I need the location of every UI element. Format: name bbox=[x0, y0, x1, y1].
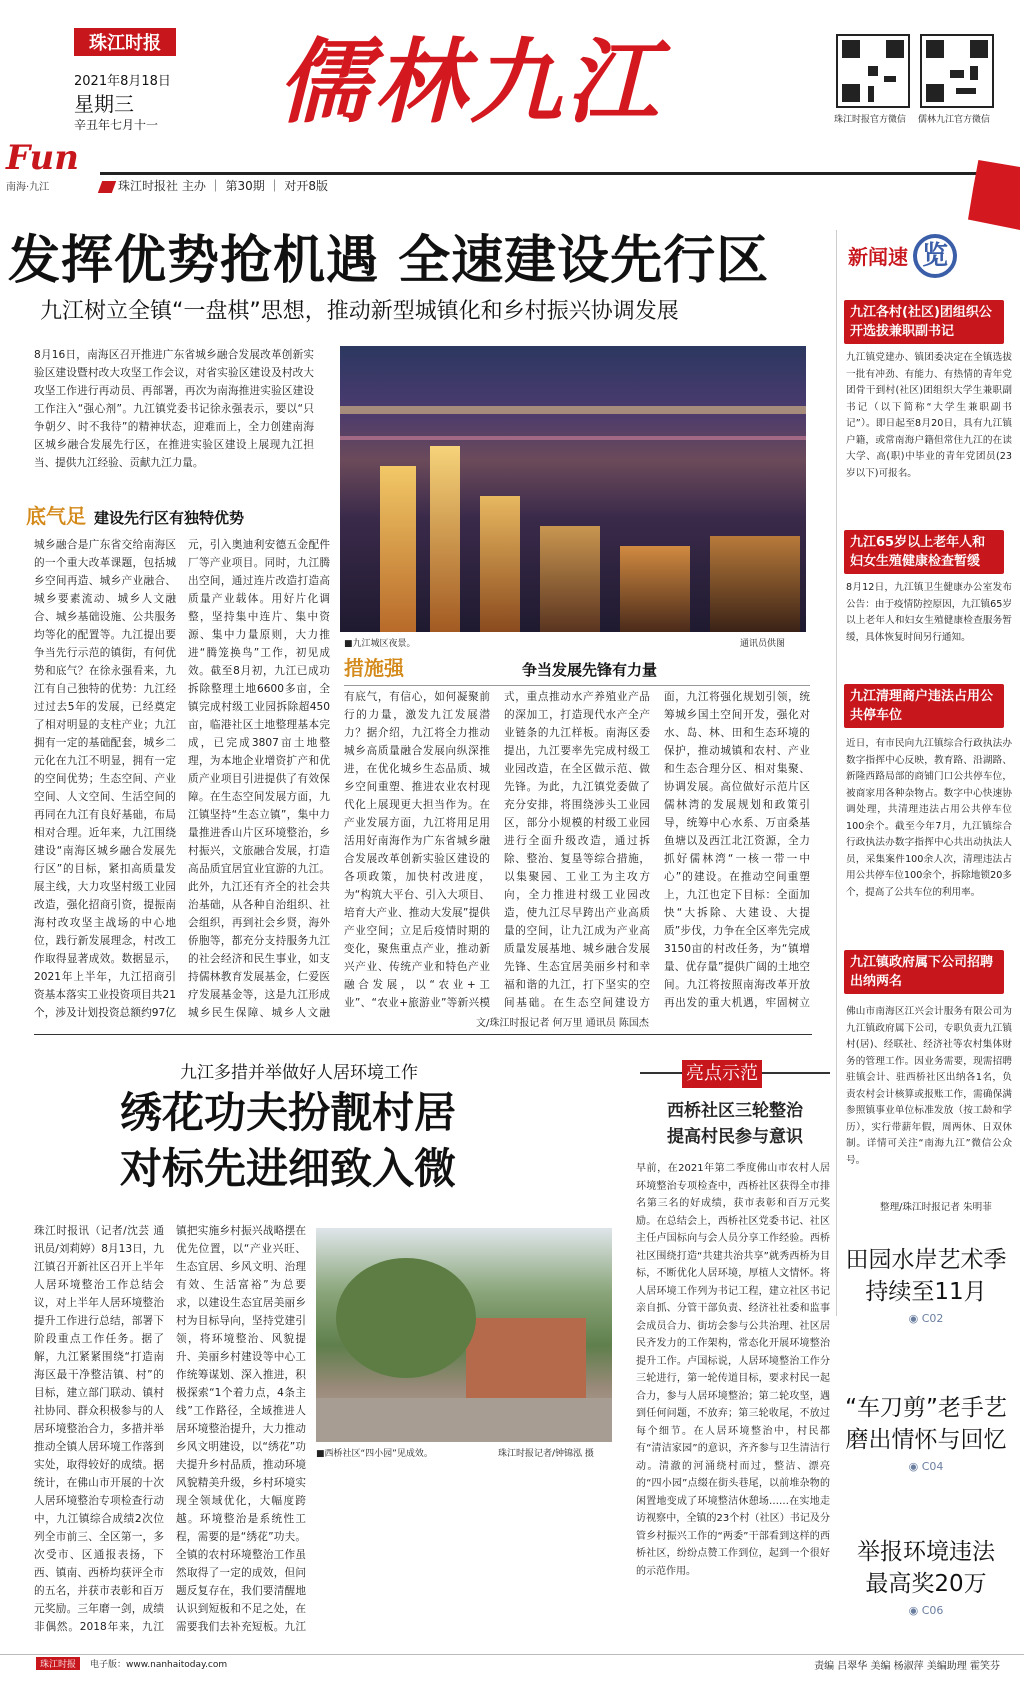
news-brief-word: 新闻速 bbox=[848, 245, 908, 269]
highlight-title bbox=[640, 1098, 830, 1150]
promo-title-line2: 最高奖20万 bbox=[865, 1571, 987, 1597]
promo-title-line1: 田园水岸艺术季 bbox=[845, 1247, 1007, 1273]
section1-keyword: 底气足 bbox=[26, 504, 86, 528]
second-text-col1: 珠江时报讯（记者/沈芸 通讯员/刘莉婷）8月13日，九江镇召开新社区召开上半年人居环境整治工作总结会议，对上半年人居环境整治提升工作进行总结，部署下阶段重点工作任务。据了解，九江紧紧围绕“打造南海区最干净整洁镇、村”的目标，建立部门联动、镇村社协同、群众积极参与的人居环境整治合力，多措并举推动全镇人居环境工作落到实处，取得较好的成绩。据统计，在佛山市开展的十次人居环境整治专项检查行动中，九江镇综合成绩2次位列全市前三、全区第一，多次受市、区通报表扬，下西、镇南、西桥均获评全市的五名，并获市表彰和百万元奖励。三年磨一剑，成绩非偶然。2018年来，九江镇把实施乡村振兴战略摆在优先位置，以“产业兴旺、生态宜居、乡风文明、治理有效、生活富裕”为总要求，以建设生态宜居美丽乡村为目标导向，坚持党建引领，将环境整治、风貌提升、美丽乡村建设等中心工作统筹谋划、深入推进，积极探索“1个着力点，4条主线”工作路径，全域推进人居环境整治提升，大力推动乡风文明建设，以“绣花”功夫提升乡村品质，推动环境风貌精美升级，乡村环境实现全领域优化，大幅度跨越。环境整治是系统性工程，需要的是“绣花”功夫。全镇的农村环境整治工作虽然取得了一定的成效，但问题反复存在，我们要清醒地认识到短板和不足之处，在需要我们去补充短板。九江 bbox=[34, 1225, 306, 1633]
promo-c02[interactable] bbox=[836, 1244, 1016, 1325]
qr-code-icon[interactable] bbox=[836, 34, 910, 108]
sidebar-item-text: 8月12日，九江镇卫生健康办公室发布公告：由于疫情防控原因，九江镇65岁以上老年人和妇女生殖健康检查服务暂缓，具体恢复时间另行通知。 bbox=[846, 582, 1012, 643]
lead-byline: 文/珠江时报记者 何万里 通讯员 陈国杰 bbox=[476, 1018, 649, 1029]
second-kicker: 九江多措并举做好人居环境工作 bbox=[180, 1063, 418, 1083]
sidebar-byline: 整理/珠江时报记者 朱明菲 bbox=[880, 1202, 992, 1213]
highlight-title-line1: 西桥社区三轮整治 bbox=[667, 1101, 803, 1121]
highlight-text: 早前，在2021年第二季度佛山市农村人居环境整治专项检查中，西桥社区获得全市排名第三名的好成绩，获市表彰和百万元奖励。在总结会上，西桥社区党委书记、社区主任卢国标向与会人员分享工作经验。西桥社区围绕打造“共建共治共享”就秀西桥为目标，不断优化人居环境，厚植人文情怀。将人居环境工作列为书记工程，建立社区书记亲自抓、分管干部负责、经济社社委和监事会成员合力、街坊会参与公共治理、社区居民齐发力的工作架构，常态化开展环境整治提升工作。卢国标说，人居环境整治工作分三轮进行，第一轮传道目标，要求村民一起合力，参与人居环境整治；第二轮攻坚，遇到任何问题，不放弃；第三轮收尾，不放过每个细节。在人居环境整治中，村民都有“清洁家园”的意识，齐齐参与卫生清洁行动。清澈的河涌绕村而过，整洁、漂亮的“四小园”点缀在街头巷尾，以前堆杂物的闲置地变成了环境整洁休憩场……在实地走访视察中，全镇的23个村（社区）书记及分管乡村振兴工作的“两委”干部看到这样的西桥社区，纷纷点赞工作到位，起到一个很好的示范作用。 bbox=[636, 1163, 830, 1577]
paper-logo: 珠江时报 bbox=[74, 28, 176, 56]
page-ref[interactable]: ◉ C02 bbox=[908, 1312, 944, 1325]
footer-credits: 责编 吕翠华 美编 杨淑萍 美编助理 霍笑芬 bbox=[814, 1661, 1000, 1672]
section1-head bbox=[26, 500, 316, 529]
village-photo bbox=[316, 1228, 612, 1442]
sidebar-item-title[interactable]: 九江65岁以上老年人和妇女生殖健康检查暂缓 bbox=[844, 530, 1004, 574]
promo-title-line1: 举报环境违法 bbox=[857, 1539, 995, 1565]
qr-label-1: 珠江时报官方微信 bbox=[834, 115, 907, 125]
sidebar-item-text: 佛山市南海区江兴会计服务有限公司为九江镇政府属下公司，专职负责九江镇村(居)、经联社、经济社等农村集体财务的管理工作。因业务需要，现需招聘驻镇会计、驻西桥社区出纳各1名，负责农村会计核算或报账工作，需确保满参照镇事业单位标准发放（按工龄和学历），实行带薪年假，周两休、日双休制。详情可关注“南海九江”微信公众号。 bbox=[846, 1006, 1012, 1166]
sidebar-item-text: 近日，有市民向九江镇综合行政执法办数字指挥中心反映，教育路、沿湖路、新隆西路局部的商铺门口公共停车位，被商家用各种杂物占。数字中心快速协调处理，共清理违法占用公共停车位100余个。截至今年7月，九江镇综合行政执法办数字指挥中心共出动执法人员，采集案件100余人次，清理违法占用公共停车位100余个，拆除地锁20多个，提高了公共车位的利用率。 bbox=[846, 738, 1012, 898]
second-title-line1: 绣花功夫扮靓村居 bbox=[120, 1088, 457, 1137]
photo2-credit: 珠江时报记者/钟锦泓 摄 bbox=[498, 1449, 594, 1459]
section1-text: 城乡融合是广东省交给南海区的一个重大改革课题，包括城乡空间再造、城乡产业融合、城乡要素流动、城乡人文融合、城乡基础设施、公共服务均等化的配置等。九江提出要争当先行示范的镇街，有何优势和底气？在徐永强看来，九江有自己独特的优势：九江经过过去5年的发展，已经奠定了相对明显的支柱产业；九江拥有一定的基础配套，城乡二元化在九江不明显，拥有一定的空间优势；生态空间、产业空间、人文空间、生活空间的再同在九江有良好基础，布局相对合理。近年来，九江围绕建设“南海区城乡融合发展先行区”的目标，紧扣高质量发展主线，大力攻坚村级工业园改造，强化招商引资，提振南海村改攻坚主战场的中心地位，践行新发展理念，村改工作取得显著成效。数据显示，2021年上半年，九江招商引资基本落实工业投资项目共21个，涉及计划投资总额约97亿元，引入奥迪利安德五金配件厂等产业项目。同时，九江腾出空间，通过连片改造打造高质量产业载体。用好片化调整，坚持集中连片、集中资源、集中力量原则，大力推进“腾笼换鸟”工作，初见成效。截至8月初，九江已成功拆除整理土地6600多亩，全镇完成村级工业园拆除超450亩，临港社区土地整理基本完成，已完成3807亩土地整理，为本地企业增资扩产和优质产业项目引进提供了有效保障。在生态空间发展方面，九江镇坚持“生态立镇”，集中力量推进香山片区环境整治，乡村振兴，文旅融合发展，打造高品质宜居宜业宜游的九江。此外，九江还有齐全的社会共治基础，从各种自治组织、社会组织，再到社会乡贤，海外侨胞等，都充分支持服务九江的社会经济和民生事业，如支持儒林教育发展基金，仁爱医疗发展基金等，这是九江形成城乡民生保障、城乡人文融 bbox=[34, 539, 330, 1019]
section2-keyword: 措施强 bbox=[344, 656, 404, 680]
lead-intro: 8月16日，南海区召开推进广东省城乡融合发展改革创新实验区建设暨村改大攻坚工作会议，对省实验区建设及村改大攻坚工作进行再动员、再部署，再次为南海推进实验区建设工作注入“强心剂”。九江镇党委书记徐永强表示，要以“只争朝夕、时不我待”的精神状态，迎难而上，全力创建南海区城乡融合发展先行区，在推进实验区建设上展现九江担当、提供九江经验、贡献九江力量。 bbox=[34, 349, 314, 469]
promo-title-line1: “车刀剪”老手艺 bbox=[845, 1395, 1007, 1421]
page-ref[interactable]: ◉ C04 bbox=[908, 1460, 944, 1473]
section2-head bbox=[344, 652, 810, 686]
fun-logo-text: Fun bbox=[6, 138, 79, 178]
section1-title: 建设先行区有独特优势 bbox=[94, 509, 245, 527]
promo-c06[interactable] bbox=[836, 1536, 1016, 1617]
info-bar bbox=[100, 172, 1000, 194]
news-brief-head bbox=[848, 234, 957, 278]
highlight-tag: 亮点示范 bbox=[682, 1060, 762, 1088]
second-title-line2: 对标先进细致入微 bbox=[120, 1144, 457, 1193]
issue-weekday: 星期三 bbox=[74, 92, 134, 116]
footer-tag: 珠江时报 bbox=[36, 1657, 80, 1670]
info-bar-text: 珠江时报社 主办 ｜ 第30期 ｜ 对开8版 bbox=[118, 179, 328, 193]
sidebar-item-title[interactable]: 九江清理商户违法占用公共停车位 bbox=[844, 684, 1004, 728]
section2-title: 争当发展先锋有力量 bbox=[522, 661, 658, 679]
news-brief-circle: 览 bbox=[913, 234, 957, 278]
masthead-title: 儒林九江 bbox=[278, 28, 663, 136]
footer-website[interactable]: 电子版：www.nanhaitoday.com bbox=[90, 1660, 228, 1670]
lead-headline: 发挥优势抢机遇 全速建设先行区 bbox=[8, 231, 770, 291]
fun-logo bbox=[6, 138, 96, 193]
sidebar-item-title[interactable]: 九江镇政府属下公司招聘出纳两名 bbox=[844, 950, 1004, 994]
fun-logo-sub: 南海·九江 bbox=[6, 182, 50, 193]
sidebar-item-text: 九江镇党建办、镇团委决定在全镇选拔一批有冲劲、有能力、有热情的青年党团骨干到村(社区)团组织大学生兼职副书记（以下简称“大学生兼职副书记”）。即日起至8月20日，具有九江镇户籍，或常南海户籍但常住九江的在读大学、高(职)中毕业的青年党团员(23岁以下)可报名。 bbox=[846, 352, 1012, 479]
section2-text: 有底气，有信心，如何凝聚前行的力量，激发九江发展潜力？据介绍，九江将全力推动城乡高质量融合发展向纵深推进，在优化城乡生态品质、城乡空间重塑、推进农业农村现代化上展现更大担当作为。在产业发展方面，九江将用足用活用好南海作为广东省城乡融合发展改革创新实验区建设的各项政策，加快村改进度，为“构筑大平台、引入大项目、培育大产业、推动大发展”提供产业空间；立足后疫情时期的变化，聚焦重点产业，推动新兴产业、传统产业和特色产业融合发展，以“农业+工业”、“农业+旅游业”等新兴模式，重点推动水产养殖业产品的深加工，打造现代水产全产业链条的九江样板。南海区委提出，九江要率先完成村级工业园改造，在全区做示范、做先锋。为此，九江镇党委做了充分安排，将围绕涉头工业园区，部分小规模的村级工业园进行全面升级改造，通过拆除、整治、复垦等综合措施，以集聚园、工业工为主攻方向，全力推进村级工业园改造，使九江尽早跨出产业高质量的空间，让九江成为产业高质量发展基地、城乡融合发展先锋、生态宜居美丽乡村和幸福和谐的九江，打下坚实的空间基础。在生态空间建设方面，九江将强化规划引领，统筹城乡国土空间开发，强化对水、岛、林、田和生态环境的保护，推动城镇和农村、产业和生态合理分区、相对集聚、协调发展。高位做好示范片区儒林湾的发展规划和政策引导，统筹中心水系、万亩桑基鱼塘以及西江北江资源，全力抓好儒林湾“一核一带一中心”的建设。在推动空间重塑上，九江也定下目标：全面加快“大拆除、大建设、大提质”步伐，力争在全区率先完成3150亩的村改任务，为“镇增量、优存量”提供广阔的土地空间。九江将按照南海改革开放再出发的重大机遇，牢固树立 bbox=[344, 691, 810, 1009]
pointing-hand-icon bbox=[968, 160, 1020, 230]
lead-subhead: 九江树立全镇“一盘棋”思想，推动新型城镇化和乡村振兴协调发展 bbox=[40, 299, 679, 324]
night-city-photo bbox=[340, 346, 806, 632]
issue-date: 2021年8月18日 bbox=[74, 74, 171, 89]
promo-title-line2: 持续至11月 bbox=[865, 1279, 987, 1305]
promo-title-line2: 磨出情怀与回忆 bbox=[845, 1427, 1007, 1453]
photo1-caption: ■九江城区夜景。 bbox=[344, 639, 416, 649]
lunar-date: 辛丑年七月十一 bbox=[74, 118, 159, 132]
photo2-caption: ■西桥社区“四小园”见成效。 bbox=[316, 1449, 433, 1459]
footer bbox=[0, 1654, 1024, 1672]
second-title bbox=[120, 1085, 580, 1197]
divider bbox=[34, 1034, 812, 1035]
sidebar-item-title[interactable]: 九江各村(社区)团组织公开选拔兼职副书记 bbox=[844, 300, 1004, 344]
photo1-credit: 通讯员供图 bbox=[740, 639, 786, 649]
page-ref[interactable]: ◉ C06 bbox=[908, 1604, 944, 1617]
highlight-title-line2: 提高村民参与意识 bbox=[667, 1127, 803, 1147]
red-mark-icon bbox=[98, 181, 116, 193]
qr-label-2: 儒林九江官方微信 bbox=[918, 115, 991, 125]
promo-c04[interactable] bbox=[836, 1392, 1016, 1473]
qr-code-icon[interactable] bbox=[920, 34, 994, 108]
